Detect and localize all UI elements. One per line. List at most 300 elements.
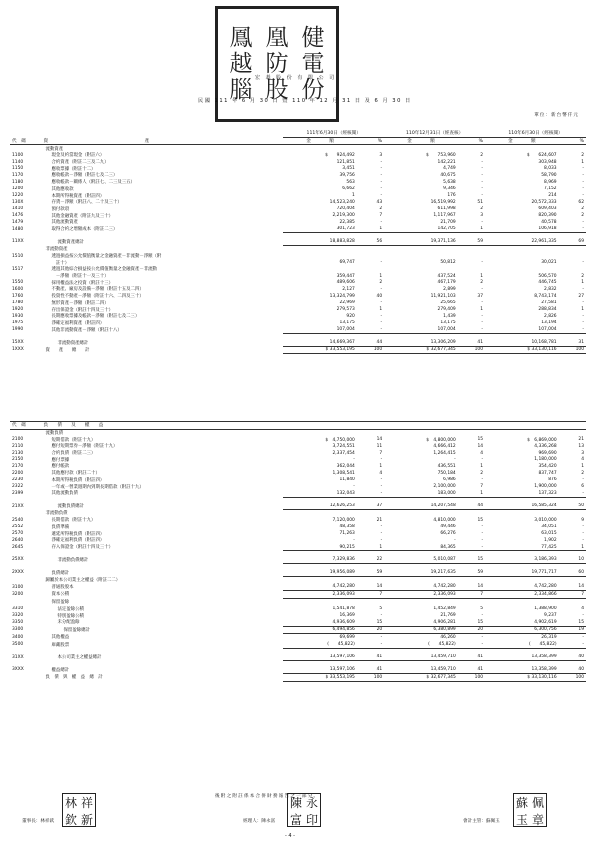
percent-cell: 1 [379,273,383,279]
percent-cell: 44 [458,503,485,510]
percent-cell: 11 [376,443,383,449]
percent-cell: 15 [477,517,484,523]
account-label: 存貨－淨額（附註八、二十及三十） [51,200,122,206]
percent-cell: 15 [477,437,484,443]
amount-cell: 26,319 [541,635,557,641]
amount-cell: $ 32,677,345 [384,674,458,682]
account-label: 合約資產（附註二三及二九） [51,160,109,166]
table-row [10,165,586,172]
percent-cell: 100 [357,346,384,354]
percent-cell: 1 [581,463,584,469]
percent-cell [458,145,485,152]
account-code: 1517 [12,266,24,272]
percent-cell: - [380,260,383,266]
account-label: 現金及約當現金（附註六） [51,153,105,159]
table-row [10,320,586,327]
amount-cell: 4,742,280 [384,583,458,590]
amount-cell [485,598,559,605]
amount-cell: 7,120,000 [332,517,355,523]
account-code [10,429,42,436]
account-code: 3200 [12,591,24,597]
percent-cell: - [559,226,586,233]
percent-cell: - [481,313,484,319]
amount-cell: $ 33,130,116 [485,346,559,354]
amount-cell: 48,358 [339,524,355,530]
amount-cell: 21,709 [440,219,456,225]
amount-cell: 837,747 [538,470,557,476]
account-code: 130X [12,199,24,205]
percent-cell: 7 [458,591,485,599]
percent-cell: - [582,286,584,292]
percent-cell: 2 [480,470,484,476]
seal-glyph: 富 [289,813,302,827]
company-seal [215,6,339,122]
percent-cell: - [582,172,584,178]
table-row [10,259,586,266]
amount-cell: 13,597,106 [283,654,357,661]
amount-cell: 16,585,324 [485,503,559,510]
account-label: 其他應付款（附註二十） [51,471,100,477]
account-code: 1550 [12,280,24,286]
account-label: 其他權益 [51,635,70,641]
amount-cell: 2,832 [544,286,557,292]
percent-cell: 20 [458,626,485,634]
percent-cell [458,253,485,260]
account-label: 非流動負債總計 [57,557,89,563]
percent-cell: 2 [480,206,484,212]
table-row [10,206,586,213]
account-code: 1975 [12,320,24,326]
amount-cell: 142,705 [384,226,458,233]
amount-cell: 1,117,967 [433,213,456,219]
amount-cell: 4,936,609 [283,619,357,626]
account-label: 存入保證金（附註十四及三十） [51,545,114,551]
percent-cell: - [481,613,484,619]
account-label: 合約負債（附註二三） [51,451,96,457]
amount-cell: 288,834 [538,307,557,313]
account-code: 2570 [12,531,24,537]
account-label: 投資性不動產－淨額（附註十六、二四及三十） [51,294,144,300]
amount-cell: 66,276 [440,531,456,537]
percent-cell: - [380,219,383,225]
account-label: 應付票據 [51,457,70,463]
account-code [10,145,42,152]
amount-cell: 6,300,756 [485,626,559,634]
table-row [10,450,586,457]
table-row [10,429,586,436]
percent-cell: 41 [458,339,485,346]
account-code: 1510 [12,253,24,259]
amount-cell: 13,459,710 [384,666,458,673]
percent-cell: - [481,219,484,225]
amount-cell: 49,446 [440,524,456,530]
amount-cell [283,576,357,583]
percent-cell: 1 [379,463,383,469]
amount-cell: 132,043 [283,490,357,497]
amount-cell: 3,451 [342,166,355,172]
seal-glyph: 健 [301,24,325,51]
amount-cell: 920 [346,313,355,319]
percent-cell: - [582,166,584,172]
account-label: 應付短期票券－淨額（附註十九） [51,444,118,450]
amount-cell: 2,826 [544,313,557,319]
account-code: 2540 [12,517,24,523]
amount-cell: 279,409 [437,307,456,313]
table-row [10,537,586,544]
amount-cell [384,576,458,583]
amount-cell: 19,956,089 [283,569,357,576]
table-row [10,477,586,484]
percent-cell: 20 [357,626,384,634]
account-label: 非流動資產總計 [57,340,89,346]
amount-cell [283,246,357,253]
account-label: 普通股股本 [51,585,74,591]
amount-cell: 6,662 [342,186,355,192]
account-label: 註十） [51,260,70,266]
seal-glyph: 電 [301,50,325,77]
account-label: 淨確定福利資產（附註四） [51,320,105,326]
amount-cell: 611,998 [437,206,456,212]
amount-cell: 4,749 [443,166,456,172]
percent-cell: 41 [458,654,485,661]
percent-cell: 3 [379,152,383,158]
account-code: 1140 [12,159,24,165]
amount-cell: 107,004 [283,326,357,333]
table-row [10,436,586,443]
amount-cell: 8,743,174 [534,293,557,299]
percent-cell: 1 [458,490,485,497]
amount-cell: - [353,537,355,543]
account-label: 法定盈餘公積 [57,606,84,612]
seal-glyph: 佩 [531,796,544,810]
amount-cell: 11,840 [339,477,355,483]
amount-cell: 19,771,717 [485,569,559,576]
table-row [10,463,586,470]
account-code: 15XX [12,340,24,346]
pct-header: % [458,137,485,145]
percent-cell: - [582,313,584,319]
percent-cell: 69 [559,238,586,245]
amount-cell: 3,724,551 [332,443,355,449]
amount-cell: 8,033 [544,166,557,172]
table-row [10,556,586,563]
percent-cell: - [582,186,584,192]
percent-cell: - [481,320,484,326]
percent-cell: - [559,490,586,497]
amount-cell: 1,180,000 [534,457,557,463]
account-code: 2100 [12,437,24,443]
percent-cell: - [458,544,485,551]
percent-cell: 7 [480,484,484,490]
seal-glyph: 祥 [80,796,93,810]
account-label: 應收帳款－關係人（附註七、二三及三五） [51,180,135,186]
percent-cell: - [357,490,384,497]
percent-cell [357,429,384,436]
page-number: - 4 - [285,833,295,839]
table-row [10,219,586,226]
table-row [10,286,586,293]
amount-cell: 7,152 [544,186,557,192]
percent-cell: - [481,524,484,530]
account-code [10,259,42,266]
percent-cell: - [582,524,584,530]
amount-cell: 107,004 [384,326,458,333]
percent-cell: 40 [376,293,383,299]
percent-cell: - [380,300,383,306]
percent-cell: - [481,537,484,543]
amount-cell: $ 753,960 [425,153,456,159]
amount-cell [384,598,458,605]
amount-cell: 2,100,000 [433,484,456,490]
account-code: 1200 [12,186,24,192]
table-row [10,172,586,179]
account-code: 1479 [12,219,24,225]
percent-cell: - [380,166,383,172]
table-row [10,346,586,354]
table-row [10,443,586,450]
account-code: 2170 [12,463,24,469]
percent-cell: 1 [559,544,586,551]
amount-cell: 2,334,866 [485,591,559,599]
amount-cell: - [454,537,456,543]
account-code: 1150 [12,166,24,172]
percent-cell: 59 [458,238,485,245]
account-code: 1476 [12,213,24,219]
amount-cell: 1,388,900 [534,606,557,612]
percent-cell [559,598,586,605]
amount-cell [384,510,458,517]
percent-cell: 15 [458,556,485,563]
amount-cell: 137,323 [485,490,559,497]
amount-cell: 121,851 [336,159,355,165]
table-row [10,246,586,253]
table-row [10,313,586,320]
account-label: 透過損益按公允價值衡量之金融資產－非流動－淨額（附 [51,254,162,260]
percent-cell [559,510,586,517]
percent-cell: 40 [559,654,586,661]
percent-cell: - [582,300,584,306]
percent-cell: 14 [376,437,383,443]
account-code: 1XXX [12,347,24,353]
percent-cell: - [582,219,584,225]
account-label: 取得合約之增額成本（附註二三） [51,227,118,233]
account-label: 其他流動負債 [51,491,78,497]
percent-cell: 2 [379,280,383,286]
percent-cell: 2 [581,273,584,279]
amount-cell: 1,541,878 [332,606,355,612]
account-code: 3300 [12,627,24,633]
percent-cell: 2 [581,152,584,158]
table-row [10,654,586,661]
account-code: 2110 [12,443,24,449]
percent-cell: 6 [581,484,584,490]
amount-cell: 5,010,087 [384,556,458,563]
percent-cell: 31 [559,339,586,346]
percent-cell: - [582,260,584,266]
amount-cell: 4,902,619 [485,619,559,626]
percent-cell: 9 [581,517,584,523]
amount-cell: 63,015 [541,531,557,537]
amount-cell: 4,810,000 [433,517,456,523]
percent-cell: - [481,635,484,641]
amount-cell: 969,690 [538,450,557,456]
percent-cell: 1 [581,307,584,313]
account-code: 1480 [12,226,24,232]
table-row [10,470,586,477]
percent-cell: - [380,179,383,185]
percent-cell: - [458,641,485,648]
account-label: 流動資產 [45,146,64,152]
table-row [10,186,586,193]
percent-cell [458,576,485,583]
account-label: 短期借款（附註十九） [51,437,96,443]
account-code: 3310 [12,606,24,612]
amount-cell [283,266,357,273]
percent-cell: 51 [477,199,484,205]
account-label: 負 債 與 權 益 總 計 [45,675,103,681]
table-row [10,490,586,497]
account-code: 1600 [12,286,24,292]
table-row [10,544,586,551]
amount-cell: 21,769 [440,613,456,619]
account-code: 2XXX [12,570,24,576]
percent-cell [357,145,384,152]
amount-cell: 19,371,136 [384,238,458,245]
account-code: 1100 [12,152,24,158]
table-row [10,152,586,159]
amount-cell [283,429,357,436]
percent-cell [559,429,586,436]
percent-cell: 2 [379,206,383,212]
account-label: 遞延所得稅負債（附註四） [51,531,105,537]
percent-cell: 2 [581,206,584,212]
percent-cell: - [481,300,484,306]
table-row [10,619,586,626]
amount-cell: 1,264,415 [433,450,456,456]
amount-cell: 183,000 [384,490,458,497]
percent-cell: - [582,320,584,326]
table-row [10,634,586,641]
percent-cell: - [582,635,584,641]
amount-cell: 4,742,280 [485,583,559,590]
period-header-row [10,130,586,137]
percent-cell: 59 [458,569,485,576]
amount-cell: 8,969 [544,179,557,185]
percent-cell: 7 [379,450,383,456]
seal-glyph: 玉 [515,813,528,827]
percent-cell: - [481,477,484,483]
table-row [10,339,586,346]
amount-cell: 1,308,541 [332,470,355,476]
amount-cell: 4,336,268 [534,443,557,449]
item-header: 負 債 及 權 益 [42,422,284,430]
account-code: 2645 [12,544,24,550]
amount-cell: $ 6,869,000 [527,437,557,443]
percent-cell: 7 [357,591,384,599]
amount-cell: 13,306,209 [384,339,458,346]
amount-cell: 2,336,093 [283,591,357,599]
percent-cell: - [357,641,384,648]
table-row [10,666,586,673]
amount-cell [485,253,559,260]
seal-glyph: 新 [80,813,93,827]
account-label: 權益總計 [51,667,70,673]
account-label: 其他金融資產（附註九及三十） [51,213,113,219]
percent-cell [559,246,586,253]
percent-cell: - [582,477,584,483]
seal-glyph: 林 [64,796,77,810]
amount-cell: 4,666,412 [433,443,456,449]
amount-cell: 214 [548,193,557,199]
percent-cell: 1 [480,273,484,279]
account-code: 3100 [12,584,24,590]
percent-cell: 100 [357,674,384,682]
column-header-row [10,137,586,145]
chairman-seal [62,793,96,827]
amount-cell: 34,051 [541,524,557,530]
percent-cell: - [481,531,484,537]
percent-cell: - [582,179,584,185]
account-label: 非流動資產 [45,247,68,253]
account-code: 2399 [12,490,24,496]
seal-glyph: 鳳 [229,24,253,51]
account-label: 資本公積 [51,592,70,598]
percent-cell: - [582,613,584,619]
percent-cell [458,429,485,436]
seal-glyph: 越 [229,50,253,77]
percent-cell: 4 [581,457,584,463]
account-label: 一年或一營業週期內到期長期借款（附註十九） [51,484,144,490]
percent-cell: 7 [379,213,383,219]
percent-cell: 15 [458,619,485,626]
seal-glyph: 防 [265,50,289,77]
percent-cell: 3 [480,213,484,219]
percent-cell: 59 [357,569,384,576]
account-label: 應付帳款 [51,464,70,470]
amount-cell: 2,127 [342,286,355,292]
percent-cell: 44 [357,339,384,346]
amount-cell: ( 45,822) [485,641,559,648]
amount-cell: 436,551 [437,463,456,469]
percent-cell: 1 [357,544,384,551]
percent-cell: 1 [581,280,584,286]
percent-cell [458,246,485,253]
seal-glyph: 陳 [289,796,302,810]
seal-glyph: 份 [301,77,325,104]
percent-cell: - [481,286,484,292]
percent-cell [458,510,485,517]
account-label: 不動產、廠房及設備－淨額（附註十五及二四） [51,287,144,293]
amount-cell: $ 32,677,345 [384,346,458,354]
amount-header: 金 額 [283,137,357,145]
percent-cell: - [481,193,484,199]
amount-cell: 13,175 [339,320,355,326]
table-row [10,199,586,206]
amount-cell: 25,665 [440,300,456,306]
percent-cell: 2 [581,213,584,219]
amount-cell [384,145,458,152]
account-code: 31XX [12,654,24,660]
amount-header: 金 額 [485,137,559,145]
percent-cell: - [559,326,586,333]
table-row [10,179,586,186]
percent-cell: 5 [480,606,484,612]
percent-cell: - [380,537,383,543]
table-row [10,293,586,300]
amount-cell: 27,581 [541,300,557,306]
account-label: 應收票據（附註十二） [51,166,96,172]
account-code [10,273,42,280]
